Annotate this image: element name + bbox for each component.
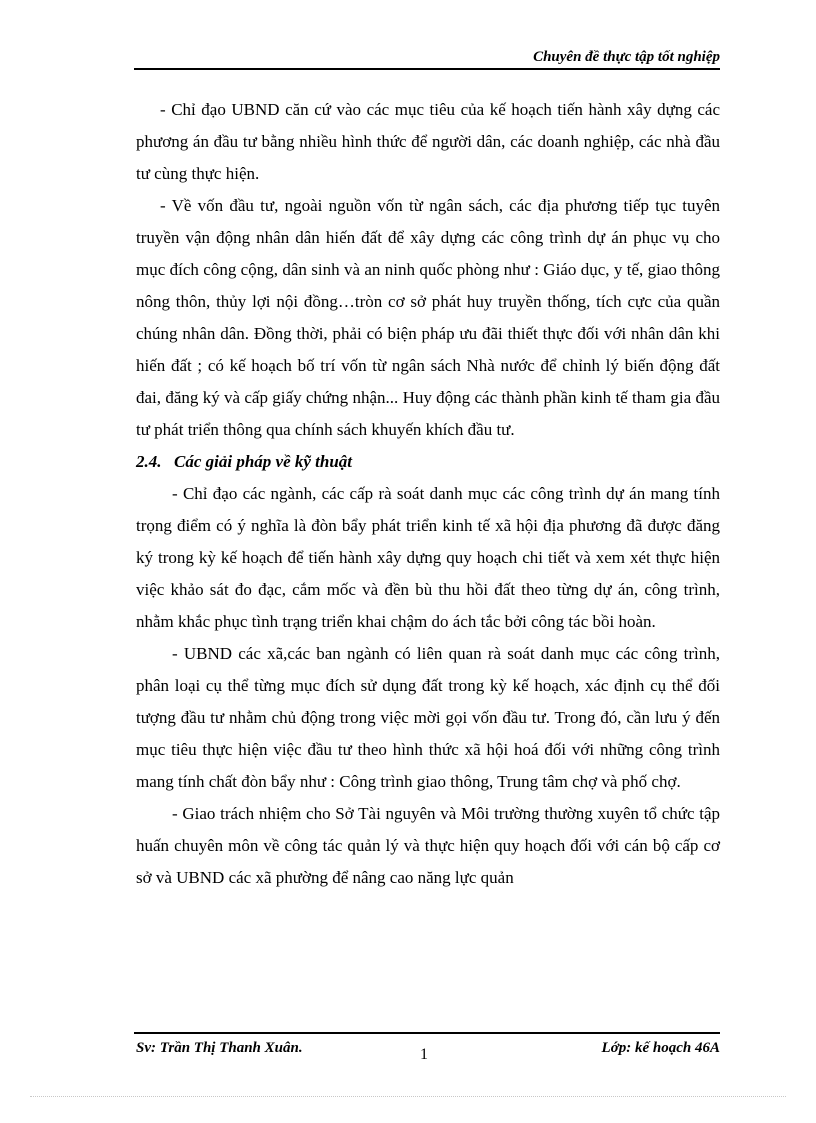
document-body [136, 94, 720, 894]
paragraph: - Chỉ đạo các ngành, các cấp rà soát danh mục các công trình dự án mang tính trọng điểm có ý nghĩa là đòn bẩy phát triển kinh tế xã hội địa phương đã được đăng ký trong kỳ kế hoạch để tiến hành xây dựng quy hoạch chi tiết và xem xét thực hiện việc khảo sát đo đạc, cắm mốc và đền bù thu hồi đất theo từng dự án, công trình, nhằm khắc phục tình trạng triển khai chậm do ách tắc bởi công tác bồi hoàn. [136, 484, 720, 631]
page-number: 1 [420, 1046, 428, 1063]
footer-student-name: Sv: Trần Thị Thanh Xuân. [136, 1040, 303, 1056]
paragraph: - Chỉ đạo UBND căn cứ vào các mục tiêu của kế hoạch tiến hành xây dựng các phương án đầu tư bằng nhiều hình thức để người dân, các doanh nghiệp, các nhà đầu tư cùng thực hiện. [136, 100, 720, 183]
paragraph: - Về vốn đầu tư, ngoài nguồn vốn từ ngân sách, các địa phương tiếp tục tuyên truyền vận động nhân dân hiến đất để xây dựng các công trình dự án phục vụ cho mục đích công cộng, dân sinh và an ninh quốc phòng như : Giáo dục, y tế, giao thông nông thôn, thủy lợi nội đồng…tròn cơ sở phát huy truyền thống, tích cực của quần chúng nhân dân. Đồng thời, phải có biện pháp ưu đãi thiết thực đối với nhân dân khi hiến đất ; có kế hoạch bố trí vốn từ ngân sách Nhà nước để chỉnh lý biến động đất đai, đăng ký và cấp giấy chứng nhận... Huy động các thành phần kinh tế tham gia đầu tư phát triển thông qua chính sách khuyến khích đầu tư. [136, 196, 720, 439]
paragraph: - UBND các xã,các ban ngành có liên quan rà soát danh mục các công trình, phân loại cụ thể từng mục đích sử dụng đất trong kỳ kế hoạch, xác định cụ thể đối tượng đầu tư nhằm chủ động trong việc mời gọi vốn đầu tư. Trong đó, cần lưu ý đến mục tiêu thực hiện việc đầu tư theo hình thức xã hội hoá đối với những công trình mang tính chất đòn bẩy như : Công trình giao thông, Trung tâm chợ và phố chợ. [136, 644, 720, 791]
header-title: Chuyên đề thực tập tốt nghiệp [533, 49, 720, 65]
section-number: 2.4. [136, 452, 162, 471]
section-heading [136, 446, 720, 478]
page-header [134, 46, 720, 70]
page-edge-divider [30, 1096, 786, 1097]
footer-divider [134, 1032, 720, 1034]
footer-class: Lớp: kế hoạch 46A [601, 1040, 720, 1056]
section-title: Các giải pháp về kỹ thuật [174, 452, 353, 471]
paragraph: - Giao trách nhiệm cho Sở Tài nguyên và Môi trường thường xuyên tổ chức tập huấn chuyên môn về công tác quản lý và thực hiện quy hoạch đối với cán bộ cấp cơ sở và UBND các xã phường để nâng cao năng lực quản [136, 804, 720, 887]
